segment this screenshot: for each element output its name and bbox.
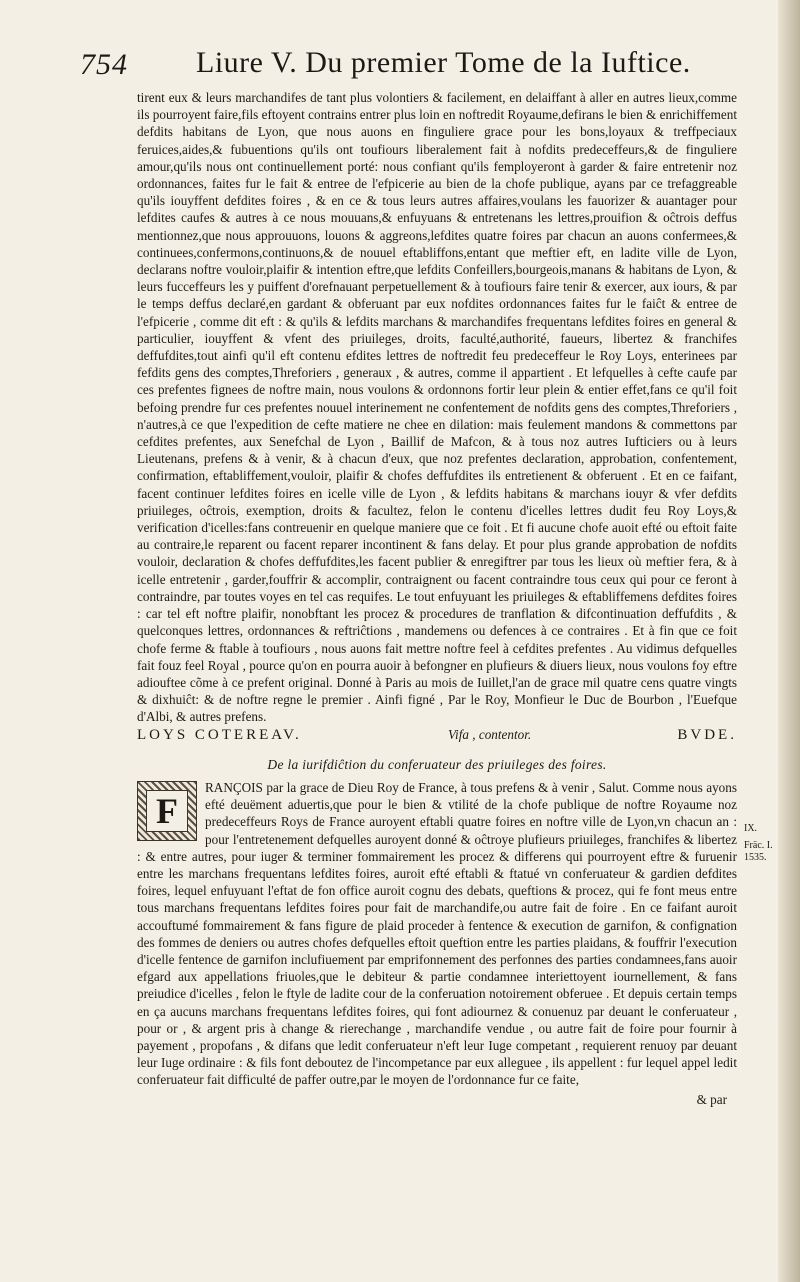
signature-visa: Vifa , contentor.: [447, 726, 532, 742]
body-text: [137, 89, 737, 1108]
signature-loys: LOYS COTEREAV.: [137, 726, 302, 743]
decorated-initial: [137, 781, 197, 841]
book-spine-shadow: [778, 0, 800, 1282]
paragraph-first: tirent eux & leurs marchandifes de tant plus volontiers & facilement, en delaiffant à aller en autres lieux,comme ils pourroyent faire,fils eftoyent contrains entrer plus loin en noftredit Royaume,defirans le bien & enrichiffement defdits habitans de Lyon, que nous auons en finguliere grace pour les bons,loyaux & treffpeciaux feruices,aides,& fubuentions qu'ils ont toufiours liberalement fait à nofdits predeceffeurs,& de finguliere amour,qu'ils nous ont continuellement porté: nous confiant qu'ils femployeront à garder & faire entretenir noz ordonnances, faites fur le fait & entree de l'efpicerie au bien de la chofe publique, ayans par ce trefaggreable qu'ils iouyffent defdites foires , & en ce & tous leurs autres affaires,voulans les fauorizer & auantager pour lefdites caufes & autres à ce nous mouuans,& enfuyuans & entretenans les lettres,prouifion & oĉtrois deffus mentionnez,que nous approuuons, louons & aggreons,lefdites quatre foires par chacun an auons confermees,& continuees,confermons,continuons,& de nouuel eftabliffons,entant que meftier eft, en ladite ville de Lyon, declarans noftre vouloir,plaifir & intention eftre,que lefdits Confeillers,bourgeois,manans & habitans de Lyon, & leurs fucceffeurs les y puiffent d'orefnauant perpetuellement & à toufiours faire tenir & exercer, aux iours, & par le temps deffus declaré,en gardant & obferuant par eux nofdites ordonnances faites fur le faiĉt & entree de l'efpicerie , comme dit eft : & qu'ils & lefdits marchans & marchandifes frequentans lefdites foires en general & particulier, iouyffent & vfent des priuileges, droits, faculté,authorité, faueurs, libertez & franchifes deffufdites,tout ainfi qu'il eft contenu efdites lettres de noftredit feu predeceffeur le Roy Loys, enterinees par fefdits gens des comptes,Threforiers , generaux , & autres, comme il appartient . Et lefquelles à cefte caufe par ces prefentes fignees de noftre main, nous voulons & ordonnons fortir leur plein & entier effet,fans ce qu'il foit befoing prendre fur ces prefentes nouuel interinement ne confentement de nofdits gens des comptes,Threforiers , n'autres,à ce que l'expedition de cefte matiere ne chee en dilation: mais feulement mandons & commettons par cefdites prefentes, aux Senefchal de Lyon , Baillif de Mafcon, & à tous noz autres Iufticiers ou à leurs Lieutenans, prefens & à venir, & à chacun d'eux, que noz prefentes declaration, approbation, confentement, confirmation, eftabliffement,vouloir, plaifir & chofes deffufdites ils entretienent & obferuent . Et en ce faifant, facent continuer lefdites foires en icelle ville de Lyon , & lefdits habitans & marchans iouyr & vfer defdits priuileges, oĉtrois, exemption, droits & facultez, felon le contenu d'icelles lettres dudit feu Roy Loys,& verification d'icelles:fans contreuenir en quelque maniere que ce foit . Et fi aucune chofe auoit efté ou eftoit faite au contraire,le reparent ou facent reparer incontinent & fans delay. Et pour plus grande approbation de nofdits vouloir, declaration & chofes deffufdites,les facent publier & enregiftrer par tous les lieux où meftier fera, & à icelle entretenir , garder,fouffrir & accomplir, contraignent ou facent contraindre tous ceux qui pour ce feront à contraindre, par toutes voyes en tel cas requifes. Le tout enfuyuant les priuileges & eftabliffemens defdites foires : car tel eft noftre plaifir, nonobftant les procez & procedures de tranflation & difcontinuation deffufdits , & quelconques lettres, ordonnances & reftriĉtions , mandemens ou defences à ce contraires . Et à fin que ce foit chofe ferme & ftable à toufiours , nous auons fait mettre noftre feel à cefdites prefentes . Au vidimus defquelles fait fouz feel Royal , pource qu'on en pourra auoir à befongner en plufieurs & diuers lieux, nous voulons foy eftre adiouftee cõme à ce prefent original. Donné à Paris au mois de Iuillet,l'an de grace mil quatre cens quatre vingts & dixhuiĉt: & de noftre regne le premier . Ainfi figné , Par le Roy, Monfieur le Duc de Bourbon , l'Euefque d'Albi, & autres prefens.: [137, 90, 737, 725]
margin-note-reference: Fräc. I. 1535.: [744, 840, 773, 863]
section-title: De la iurifdiĉtion du conferuateur des priuileges des foires.: [267, 756, 607, 772]
paragraph-second-block: [137, 779, 737, 1089]
page-number: 754: [80, 48, 128, 81]
signature-bude: BVDE.: [677, 726, 737, 743]
running-head: Liure V. Du premier Tome de la Iuftice.: [196, 46, 691, 79]
signature-line: [137, 726, 737, 744]
catchword: & par: [696, 1091, 727, 1107]
margin-note-number: IX.: [744, 823, 758, 834]
initial-letter: F: [146, 790, 188, 832]
paragraph-second: RANÇOIS par la grace de Dieu Roy de France, à tous prefens & à venir , Salut. Comme nous ayons efté deuëment aduertis,que pour le bien & vtilité de la chofe publique de noftre Royaume noz predeceffeurs Roys de France auroyent eftabli quatre foires en noftre ville de Lyon,vn chacun an : pour l'entretenement defquelles auroyent donné & oĉtroye plufieurs priuileges, franchifes & libertez : & entre autres, pour iuger & terminer fommairement les procez & differens qui pourroyent eftre & furuenir entre les marchans frequentans lefdites foires, auroit efté eftabli & ftatué vn conferuateur & gardien defdites foires, lequel enfuyuant l'eftat de fon office auroit cognu des debats, queftions & procez, qui fe font meus entre tous marchans frequentans lefdites foires pour fait de marchandife,ou autre fait de foire . En ce faifant auroit accouftumé fommairement & fans figure de plaid proceder à fentence & execution de garnifon, & confignation des fommes de deniers ou autres chofes defquelles eftoit queftion entre les parties plaidans, & fouffrir l'execution d'icelle fentence de garnifon inclufiuement par emprifonnement des perfonnes des parties condamnees,fans auoir efgard aux appellations friuoles,que le debiteur & partie condamnee interiettoyent iournellement, & fans preiudice d'icelles , felon le ftyle de ladite cour de la conferuation notoirement obferuee . Et depuis certain temps en ça aucuns marchans frequentans lefdites foires, qui font adiournez & conuenuz par deuant le conferuateur , pour or , & argent pris à change & rierechange , marchandife vendue , ou autre fait de foire pour fournir à payement , propofans , & difans que ledit conferuateur n'eft leur Iuge competant , requierent renuoy par deuant leur Iuge ordinaire : & fils font deboutez de l'incompetance par eux alleguee , ils appellent : fur lequel appel ledit conferuateur fait difficulté de paffer outre,par le moyen de l'ordonnance fur ce faite,: [137, 779, 737, 1088]
